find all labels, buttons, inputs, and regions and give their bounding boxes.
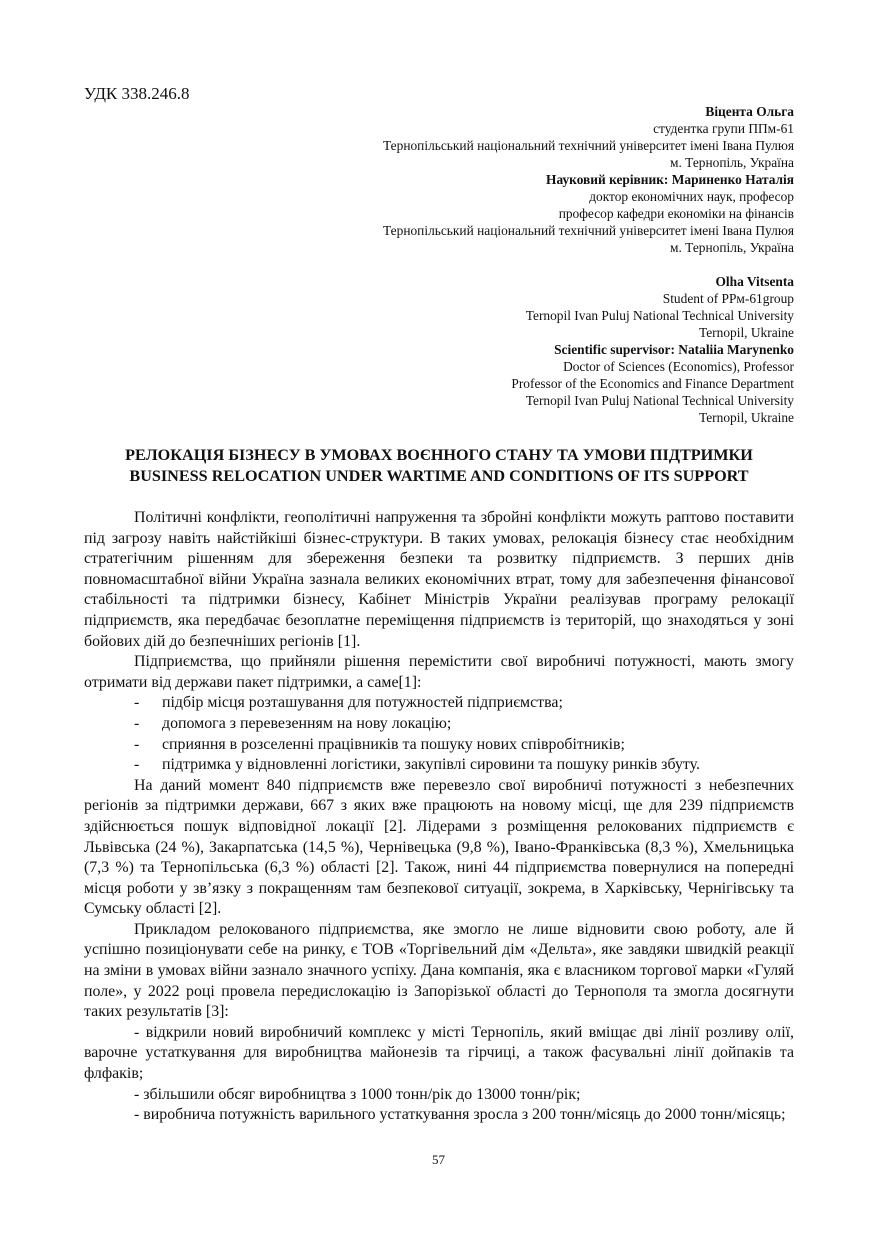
supervisor-line: м. Тернопіль, Україна	[670, 240, 794, 255]
list-dash: -	[134, 694, 140, 712]
supervisor-name-uk: Науковий керівник: Мариненко Наталія	[546, 172, 794, 187]
author-line: м. Тернопіль, Україна	[670, 155, 794, 170]
article-body	[84, 508, 794, 1126]
list-dash: -	[134, 756, 140, 774]
author-line: Student of PPм-61group	[662, 291, 794, 306]
author-block-uk	[383, 103, 794, 256]
result-item: - збільшили обсяг виробництва з 1000 тонн/рік до 13000 тонн/рік;	[134, 1085, 581, 1103]
list-item-text: допомога з перевезенням на нову локацію;	[162, 714, 452, 732]
supervisor-line: доктор економічних наук, професор	[589, 189, 794, 204]
supervisor-line: Ternopil, Ukraine	[699, 410, 794, 425]
list-item-text: підбір місця розташування для потужностей підприємства;	[162, 694, 563, 712]
author-line: Ternopil Ivan Puluj National Technical University	[525, 308, 794, 323]
supervisor-line: професор кафедри економіки на фінансів	[558, 206, 794, 221]
title-uk: РЕЛОКАЦІЯ БІЗНЕСУ В УМОВАХ ВОЄННОГО СТАНУ ТА УМОВИ ПІДТРИМКИ	[125, 446, 753, 464]
list-item	[84, 693, 794, 714]
author-line: студентка групи ППм-61	[653, 121, 794, 136]
udk-code: УДК 338.246.8	[84, 84, 190, 103]
paragraph: На даний момент 840 підприємств вже перевезло свої виробничі потужності з небезпечних регіонів за підтримки держави, 667 з яких вже працюють на новому місці, ще для 239 підприємств здійснюється пошук відповідної локації [2]. Лідерами з розміщення релокованих підприємств є Львівська (24 %), Закарпатська (14,5 %), Чернівецька (9,8 %), Івано-Франківська (8,3 %), Хмельницька (7,3 %) та Тернопільська (6,3 %) області [2]. Також, нині 44 підприємства повернулися на попередні місця роботи у зв’язку з покращенням там безпекової ситуації, зокрема, в Харківську, Чернігівську та Сумську області [2].	[84, 776, 794, 918]
author-name-en: Olha Vitsenta	[715, 274, 794, 289]
supervisor-line: Doctor of Sciences (Economics), Professor	[563, 359, 794, 374]
list-item	[84, 735, 794, 756]
author-line: Тернопільський національний технічний університет імені Івана Пулюя	[383, 138, 794, 153]
author-line: Ternopil, Ukraine	[699, 325, 794, 340]
result-item: - виробнича потужність варильного устаткування зросла з 200 тонн/місяць до 2000 тонн/місяць;	[134, 1106, 786, 1124]
supervisor-name-en: Scientific supervisor: Nataliia Marynenko	[554, 342, 794, 357]
list-item	[84, 755, 794, 776]
paper-title	[84, 445, 794, 487]
author-block-en	[511, 273, 794, 426]
list-item	[84, 714, 794, 735]
paragraph: Політичні конфлікти, геополітичні напруження та збройні конфлікти можуть раптово поставити під загрозу навіть найстійкіші бізнес-структури. В таких умовах, релокація бізнесу стає необхідним стратегічним рішенням для збереження безпеки та розвитку підприємств. З перших днів повномасштабної війни Україна зазнала великих економічних втрат, тому для забезпечення фінансової стабільності та підтримки бізнесу, Кабінет Міністрів України реалізував програму релокації підприємств, яка передбачає безоплатне переміщення підприємств із територій, що знаходяться у зоні бойових дій до безпечніших регіонів [1].	[84, 509, 794, 650]
paragraph: Прикладом релокованого підприємства, яке змогло не лише відновити свою роботу, але й успішно позиціонувати себе на ринку, є ТОВ «Торгівельний дім «Дельта», яке завдяки швидкій реакції на зміни в умовах війни зазнало значного успіху. Дана компанія, яка є власником торгової марки «Гуляй поле», у 2022 році провела передислокацію із Запорізької області до Тернополя та змогла досягнути таких результатів [3]:	[84, 920, 794, 1021]
title-en: BUSINESS RELOCATION UNDER WARTIME AND CONDITIONS OF ITS SUPPORT	[129, 467, 749, 485]
supervisor-line: Ternopil Ivan Puluj National Technical University	[525, 393, 794, 408]
list-item-text: сприяння в розселенні працівників та пошуку нових співробітників;	[162, 735, 625, 753]
supervisor-line: Тернопільський національний технічний університет імені Івана Пулюя	[383, 223, 794, 238]
result-item: - відкрили новий виробничий комплекс у місті Тернопіль, який вміщає дві лінії розливу олії, варочне устаткування для виробництва майонезів та гірчиці, а також фасувальні лінії дойпаків та флфаків;	[84, 1023, 794, 1083]
paragraph: Підприємства, що прийняли рішення перемістити свої виробничі потужності, мають змогу отримати від держави пакет підтримки, а саме[1]:	[84, 653, 794, 691]
supervisor-line: Professor of the Economics and Finance Department	[511, 376, 794, 391]
page-number: 57	[432, 1152, 445, 1167]
list-item-text: підтримка у відновленні логістики, закупівлі сировини та пошуку ринків збуту.	[162, 756, 700, 774]
author-name-uk: Віцента Ольга	[705, 104, 794, 119]
list-dash: -	[134, 714, 140, 732]
list-dash: -	[134, 735, 140, 753]
